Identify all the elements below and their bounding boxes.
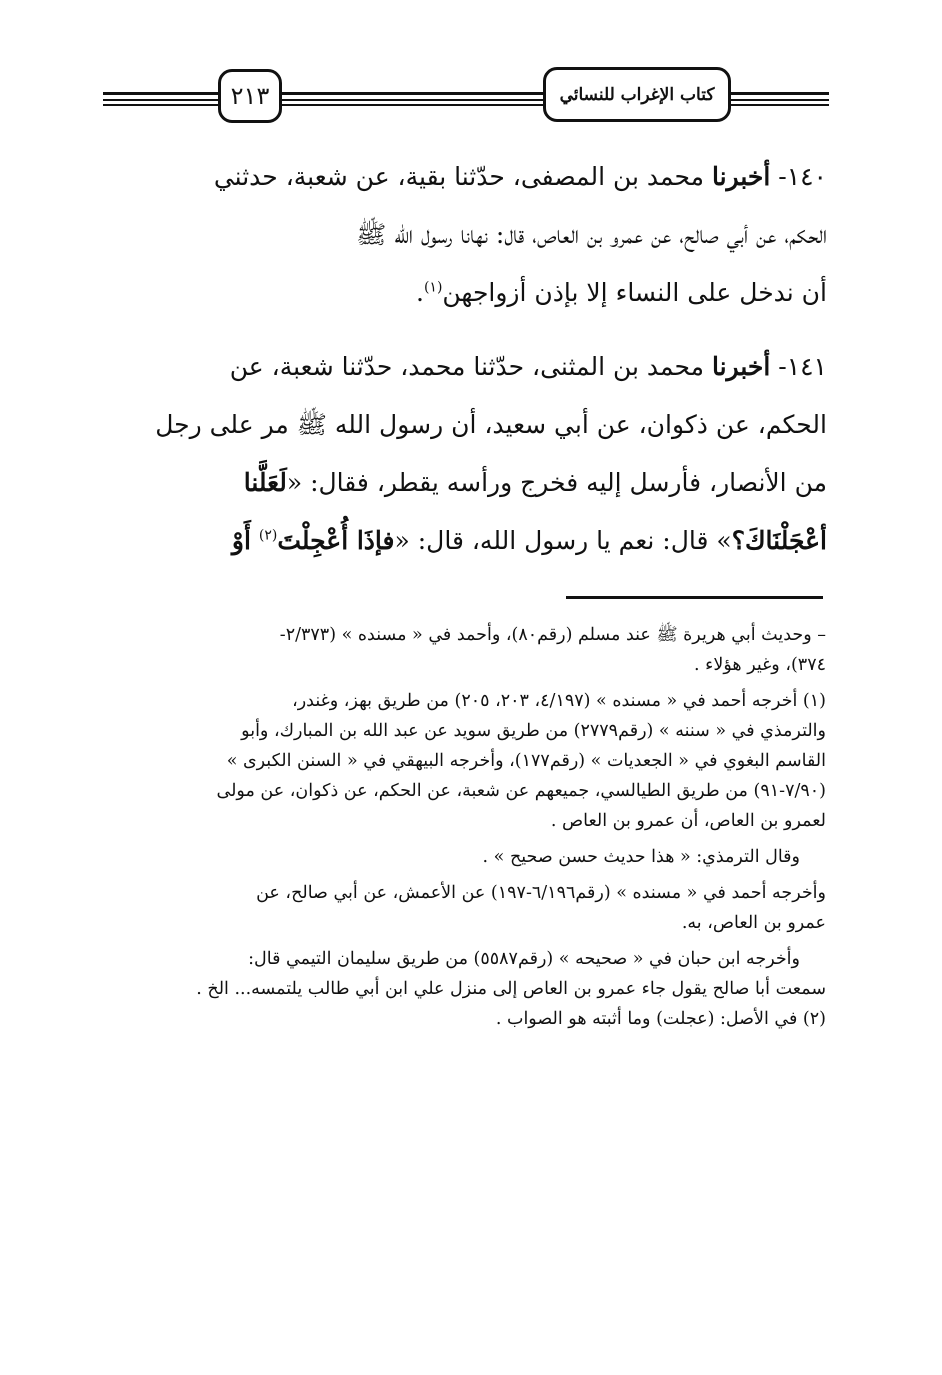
footnote-ref-1: (١) bbox=[423, 279, 443, 296]
footnote-line: – وحديث أبي هريرة ﷺ عند مسلم (رقم٨٠)، وأحمد في « مسنده » (٢/٣٧٣- bbox=[279, 625, 826, 645]
hadith-141-text-4b: » قال: نعم يا رسول الله، قال: « bbox=[394, 526, 732, 555]
hadith-141-quote-2: أعْجَلْنَاكَ؟ bbox=[731, 526, 827, 555]
hadith-141-keyword: أخبرنا bbox=[711, 352, 771, 381]
hadith-140-text-3: أن ندخل على النساء إلا بإذن أزواجهن bbox=[442, 278, 827, 307]
hadith-141-line-4 bbox=[105, 512, 827, 570]
footnote-line: (٢) في الأصل: (عجلت) وما أثبته هو الصواب . bbox=[495, 1009, 826, 1029]
hadith-141-text-3a: من الأنصار، فأرسل إليه فخرج ورأسه يقطر، فقال: « bbox=[286, 468, 827, 497]
footnote-line: والترمذي في « سننه » (رقم٢٧٧٩) من طريق سويد عن عبد الله بن المبارك، وأبو bbox=[241, 721, 826, 741]
footnote-line: عمرو بن العاص، به. bbox=[681, 913, 826, 933]
hadith-140-period: . bbox=[415, 278, 424, 307]
hadith-140-line-3 bbox=[105, 264, 827, 322]
hadith-140-keyword: أخبرنا bbox=[711, 162, 771, 191]
hadith-141-line-2: الحكم، عن ذكوان، عن أبي سعيد، أن رسول الله ﷺ مر على رجل bbox=[155, 410, 827, 439]
footnote-line: سمعت أبا صالح يقول جاء عمرو بن العاص إلى منزل علي ابن أبي طالب يلتمسه... الخ . bbox=[196, 979, 826, 999]
footnote-ref-2: (٢) bbox=[258, 527, 278, 544]
footnote-line: وأخرجه ابن حبان في « صحيحه » (رقم٥٥٨٧) من طريق سليمان التيمي قال: bbox=[248, 949, 800, 969]
footnote-line: (١) أخرجه أحمد في « مسنده » (٤/١٩٧، ٢٠٣، ٢٠٥) من طريق بهز، وغندر، bbox=[292, 691, 826, 711]
hadith-140 bbox=[105, 148, 827, 322]
footnotes bbox=[102, 620, 826, 1034]
hadith-141-line-3 bbox=[105, 454, 827, 512]
hadith-140-line-2: الحكم، عن أبي صالح، عن عمرو بن العاص، قال: نهانا رسول الله ﷺ bbox=[356, 220, 827, 249]
hadith-141-quote-1: لَعَلَّنا bbox=[243, 468, 287, 497]
hadith-141-quote-4: أَوْ bbox=[231, 526, 251, 555]
footnote-line: وقال الترمذي: « هذا حديث حسن صحيح » . bbox=[482, 847, 800, 867]
hadith-140-line-1 bbox=[105, 148, 827, 206]
hadith-141-text-1: محمد بن المثنى، حدّثنا محمد، حدّثنا شعبة، عن bbox=[229, 352, 705, 381]
hadith-140-number: ١٤٠- bbox=[778, 162, 827, 191]
footnote-separator bbox=[566, 596, 823, 599]
hadith-140-text-1: محمد بن المصفى، حدّثنا بقية، عن شعبة، حدثني bbox=[213, 162, 705, 191]
hadith-141-line-1 bbox=[105, 338, 827, 396]
footnote-line: لعمرو بن العاص، أن عمرو بن العاص . bbox=[550, 811, 826, 831]
footnote-line: ٣٧٤)، وغير هؤلاء . bbox=[694, 655, 826, 675]
page-number: ٢١٣ bbox=[218, 69, 282, 123]
footnote-line: وأخرجه أحمد في « مسنده » (رقم٦/١٩٦-١٩٧) عن الأعمش، عن أبي صالح، عن bbox=[256, 883, 826, 903]
hadith-141 bbox=[105, 338, 827, 570]
footnote-line: (٧/٩٠-٩١) من طريق الطيالسي، جميعهم عن شعبة، عن الحكم، عن ذكوان، عن مولى bbox=[216, 781, 826, 801]
footnote-line: القاسم البغوي في « الجعديات » (رقم١٧٧)، وأخرجه البيهقي في « السنن الكبرى » bbox=[226, 751, 826, 771]
hadith-141-number: ١٤١- bbox=[778, 352, 827, 381]
book-title: كتاب الإغراب للنسائي bbox=[543, 67, 731, 122]
hadith-141-quote-3: فإذَا أُعْجِلْتَ bbox=[277, 526, 395, 555]
